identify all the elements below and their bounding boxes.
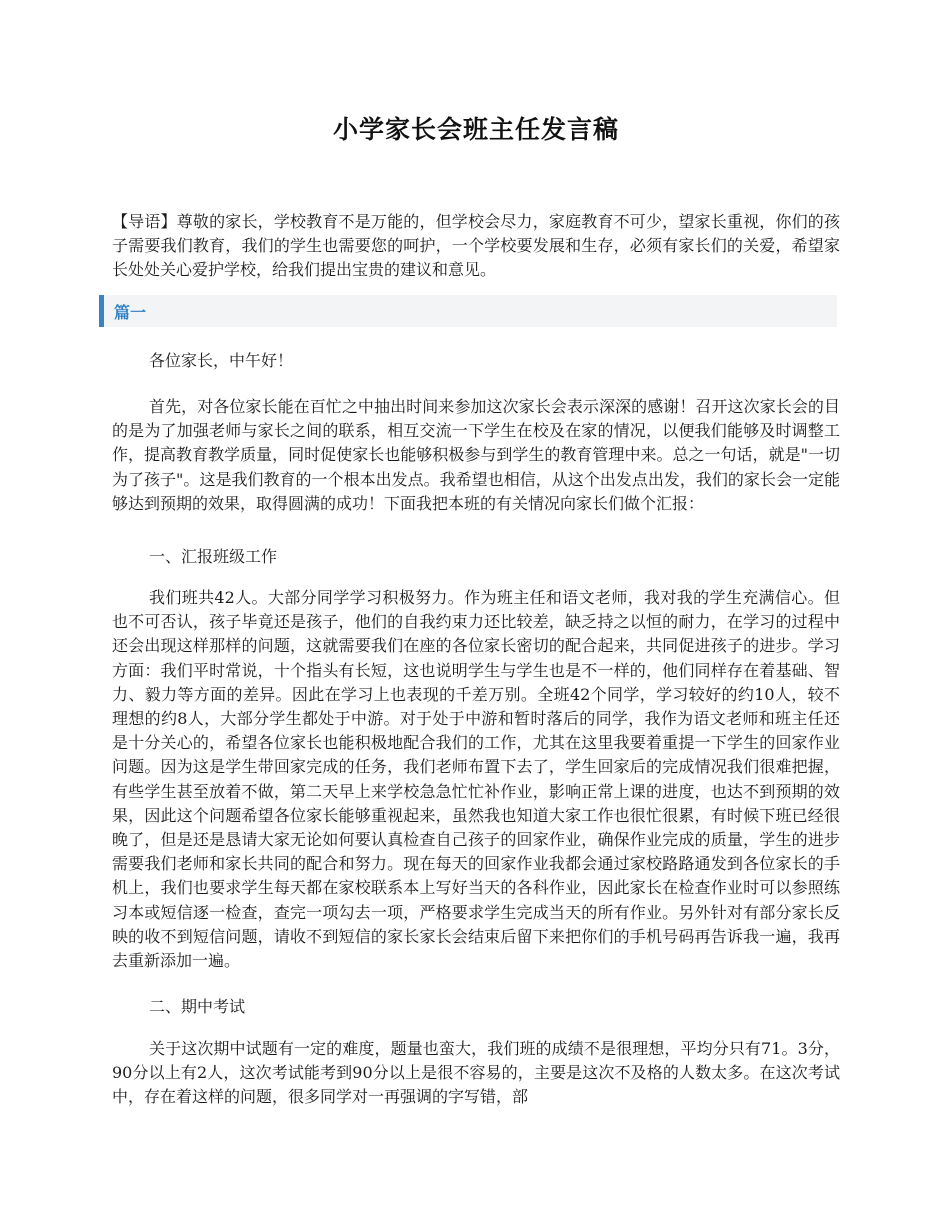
subheading-2: 二、期中考试 [149,997,246,1016]
document-title: 小学家长会班主任发言稿 [332,115,619,144]
body-paragraph-3: 关于这次期中试题有一定的难度，题量也蛮大，我们班的成绩不是很理想，平均分只有71。3分，90分以上有2人，这次考试能考到90分以上是很不容易的，主要是这次不及格的人数太多。在这次考试中，存在着这样的问题，很多同学对一再强调的字写错，部 [112,1039,840,1107]
body-paragraph-1: 首先，对各位家长能在百忙之中抽出时间来参加这次家长会表示深深的感谢！召开这次家长会的目的是为了加强老师与家长之间的联系，相互交流一下学生在校及在家的情况，以便我们能够及时调整工作，提高教育教学质量，同时促使家长也能够积极参与到学生的教育管理中来。总之一句话，就是"一切为了孩子"。这是我们教育的一个根本出发点。我希望也相信，从这个出发点出发，我们的家长会一定能够达到预期的效果，取得圆满的成功！下面我把本班的有关情况向家长们做个汇报： [112,397,840,513]
body-paragraph-2: 我们班共42人。大部分同学学习积极努力。作为班主任和语文老师，我对我的学生充满信心。但也不可否认，孩子毕竟还是孩子，他们的自我约束力还比较差，缺乏持之以恒的耐力，在学习的过程中还会出现这样那样的问题，这就需要我们在座的各位家长密切的配合起来，共同促进孩子的进步。学习方面：我们平时常说，十个指头有长短，这也说明学生与学生也是不一样的，他们同样存在着基础、智力、毅力等方面的差异。因此在学习上也表现的千差万别。全班42个同学，学习较好的约10人，较不理想的约8人，大部分学生都处于中游。对于处于中游和暂时落后的同学，我作为语文老师和班主任还是十分关心的，希望各位家长也能积极地配合我们的工作，尤其在这里我要着重提一下学生的回家作业问题。因为这是学生带回家完成的任务，我们老师布置下去了，学生回家后的完成情况我们很难把握，有些学生甚至放着不做，第二天早上来学校急急忙忙补作业，影响正常上课的进度，也达不到预期的效果，因此这个问题希望各位家长能够重视起来，虽然我也知道大家工作也很忙很累，有时候下班已经很晚了，但是还是恳请大家无论如何要认真检查自己孩子的回家作业，确保作业完成的质量，学生的进步需要我们老师和家长共同的配合和努力。现在每天的回家作业我都会通过家校路路通发到各位家长的手机上，我们也要求学生每天都在家校联系本上写好当天的各科作业，因此家长在检查作业时可以参照练习本或短信逐一检查，查完一项勾去一项，严格要求学生完成当天的所有作业。另外针对有部分家长反映的收不到短信问题，请收不到短信的家长家长会结束后留下来把你们的手机号码再告诉我一遍，我再去重新添加一遍。 [112,588,840,971]
subheading-1: 一、汇报班级工作 [149,547,278,566]
intro-paragraph: 【导语】尊敬的家长，学校教育不是万能的，但学校会尽力，家庭教育不可少，望家长重视，你们的孩子需要我们教育，我们的学生也需要您的呵护，一个学校要发展和生存，必须有家长们的关爱，希望家长处处关心爱护学校，给我们提出宝贵的建议和意见。 [112,212,840,280]
greeting-paragraph: 各位家长，中午好！ [149,351,294,370]
section-title: 篇一 [114,303,147,322]
section-header-bar [99,295,837,327]
